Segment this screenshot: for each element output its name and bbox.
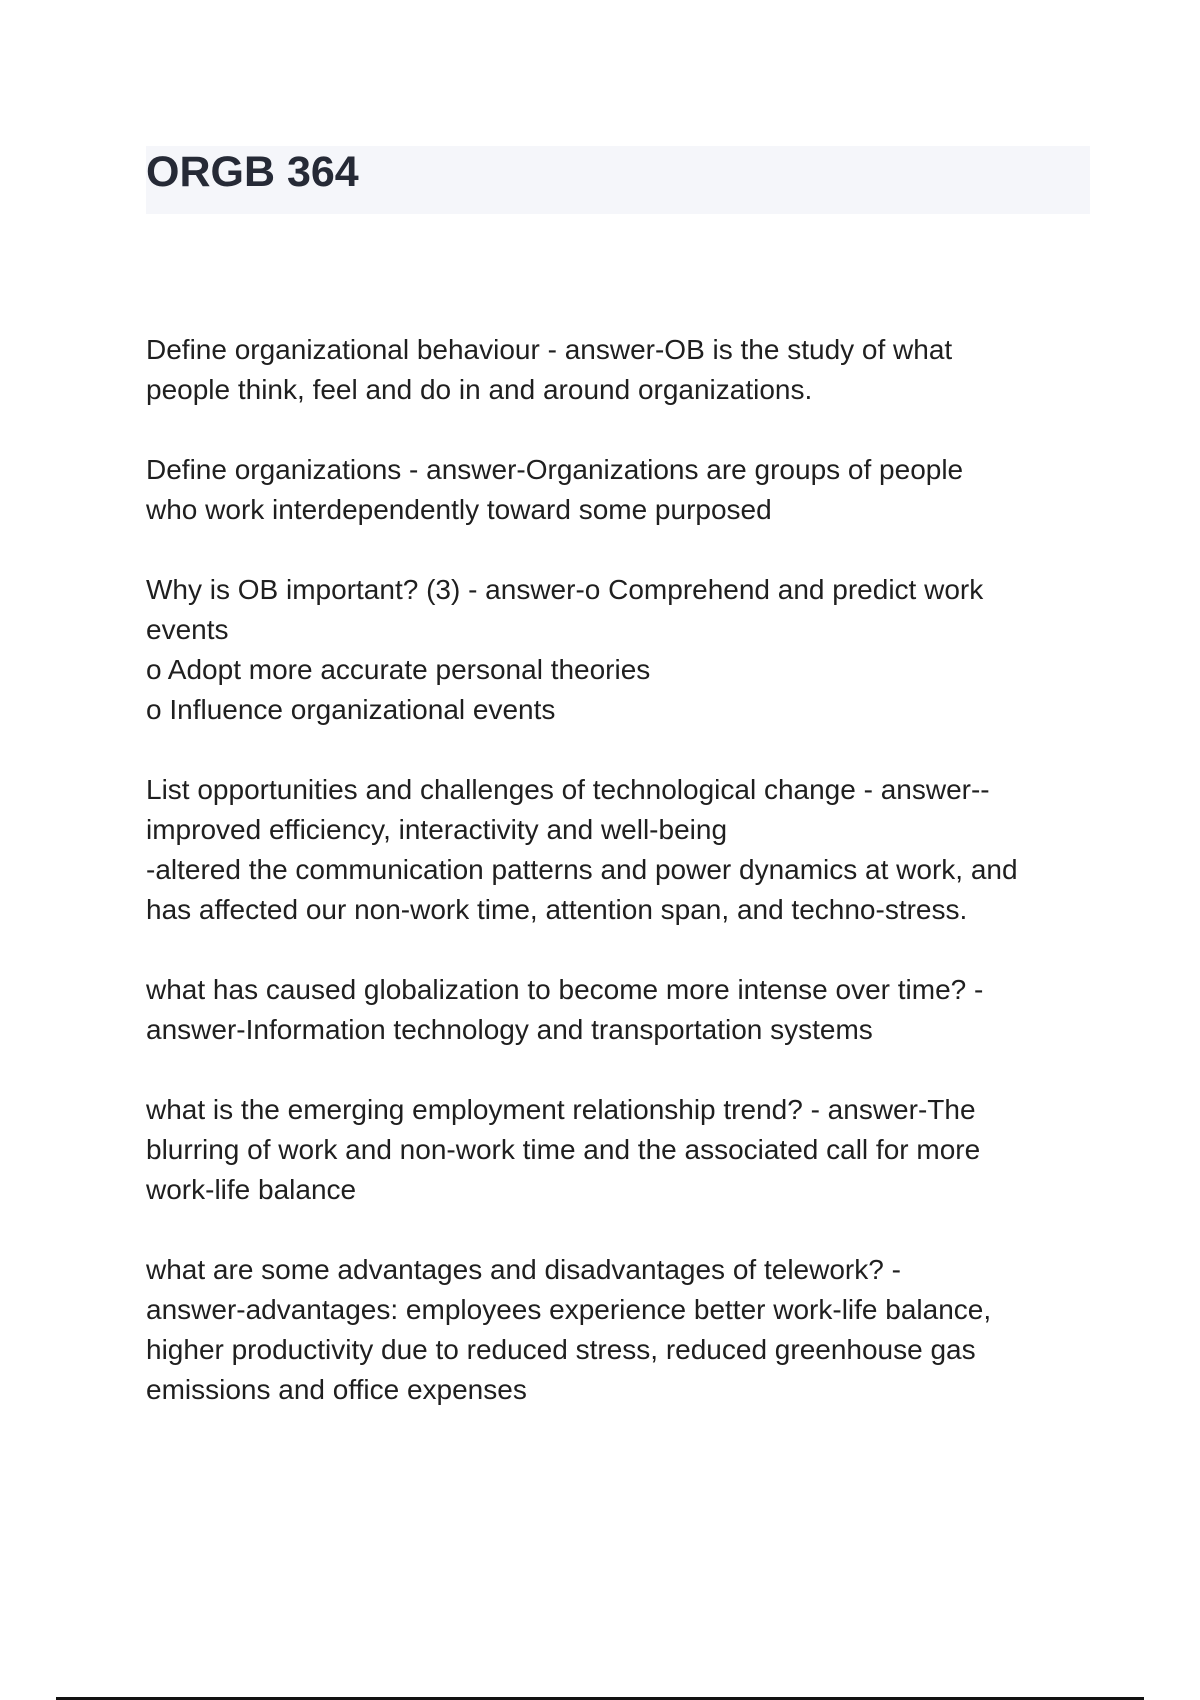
qa-line: answer-Information technology and transportation systems xyxy=(146,1014,873,1045)
qa-line: o Influence organizational events xyxy=(146,694,556,725)
qa-line: work-life balance xyxy=(146,1174,357,1205)
qa-line: Define organizations - answer-Organizations are groups of people xyxy=(146,454,964,485)
qa-item xyxy=(146,970,1096,1050)
qa-line: blurring of work and non-work time and the associated call for more xyxy=(146,1134,981,1165)
qa-line: people think, feel and do in and around organizations. xyxy=(146,374,813,405)
qa-item xyxy=(146,450,1096,530)
qa-item xyxy=(146,770,1096,930)
qa-line: emissions and office expenses xyxy=(146,1374,527,1405)
qa-line: has affected our non-work time, attention span, and techno-stress. xyxy=(146,894,968,925)
qa-line: o Adopt more accurate personal theories xyxy=(146,654,651,685)
qa-item xyxy=(146,1250,1096,1410)
qa-line: higher productivity due to reduced stress, reduced greenhouse gas xyxy=(146,1334,976,1365)
qa-line: answer-advantages: employees experience better work-life balance, xyxy=(146,1294,992,1325)
qa-item xyxy=(146,570,1096,730)
qa-line: -altered the communication patterns and power dynamics at work, and xyxy=(146,854,1018,885)
qa-line: who work interdependently toward some purposed xyxy=(146,494,772,525)
qa-line: what are some advantages and disadvantages of telework? - xyxy=(146,1254,901,1285)
page-title: ORGB 364 xyxy=(146,148,359,196)
qa-item xyxy=(146,1090,1096,1210)
qa-line: events xyxy=(146,614,229,645)
qa-line: List opportunities and challenges of technological change - answer-- xyxy=(146,774,990,805)
qa-line: what has caused globalization to become more intense over time? - xyxy=(146,974,984,1005)
qa-line: Why is OB important? (3) - answer-o Comprehend and predict work xyxy=(146,574,984,605)
qa-line: what is the emerging employment relationship trend? - answer-The xyxy=(146,1094,976,1125)
title-band xyxy=(146,146,1090,214)
qa-list xyxy=(146,330,1096,1450)
qa-line: Define organizational behaviour - answer-OB is the study of what xyxy=(146,334,953,365)
qa-line: improved efficiency, interactivity and well-being xyxy=(146,814,728,845)
qa-item xyxy=(146,330,1096,410)
